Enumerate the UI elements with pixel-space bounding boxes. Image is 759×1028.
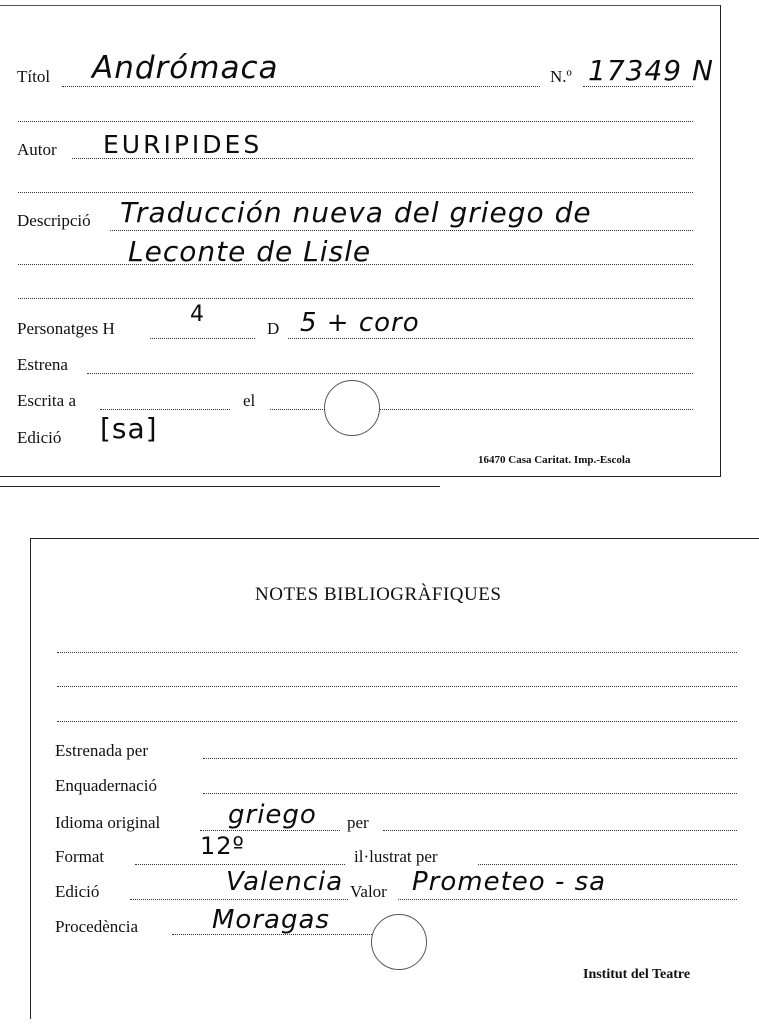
procedencia-value: Moragas	[212, 905, 330, 935]
notes-line-2	[57, 686, 737, 687]
personatges-d-value: 5 + coro	[300, 308, 420, 338]
notes-line-1	[57, 652, 737, 653]
edicio-label: Edició	[17, 428, 62, 447]
personatges-h-value: 4	[190, 302, 205, 327]
estrenada-line	[203, 758, 737, 759]
illustrat-label: il·lustrat per	[354, 847, 438, 866]
enquadernacio-label: Enquadernació	[55, 776, 157, 795]
descripcio-line	[110, 230, 693, 231]
idioma-per-line	[383, 830, 737, 831]
blank-line	[18, 121, 693, 122]
format-label: Format	[55, 847, 105, 866]
numero-value: 17349 N	[588, 54, 714, 87]
card1-bottom-edge	[0, 486, 440, 487]
idioma-per-label: per	[347, 813, 369, 832]
personatges-d-line	[288, 338, 693, 339]
edicio2-label: Edició	[55, 882, 100, 901]
autor-label: Autor	[17, 140, 57, 159]
el-label: el	[243, 391, 256, 410]
enquadernacio-line	[203, 793, 737, 794]
valor-value: Prometeo - sa	[412, 867, 607, 897]
numero-label: N.º	[550, 67, 572, 86]
estrenada-label: Estrenada per	[55, 741, 148, 760]
estrena-label: Estrena	[17, 355, 68, 374]
notes-heading: NOTES BIBLIOGRÀFIQUES	[255, 584, 502, 605]
punch-hole	[324, 380, 380, 436]
procedencia-label: Procedència	[55, 917, 139, 936]
punch-hole	[371, 914, 427, 970]
format-line	[135, 864, 345, 865]
valor-label: Valor	[350, 882, 387, 901]
personatges-label: Personatges H	[17, 319, 115, 338]
idioma-value: griego	[228, 800, 317, 830]
estrena-line	[87, 373, 693, 374]
idioma-line	[200, 830, 340, 831]
notes-line-3	[57, 721, 737, 722]
descripcio-value-line2: Leconte de Lisle	[128, 235, 372, 268]
personatges-h-line	[150, 338, 255, 339]
escrita-label: Escrita a	[17, 391, 76, 410]
titol-value: Andrómaca	[92, 50, 279, 86]
autor-value: EURIPIDES	[103, 130, 263, 159]
edicio-value: [sa]	[100, 412, 158, 445]
idioma-label: Idioma original	[55, 813, 161, 832]
valor-line	[398, 899, 737, 900]
edicio2-value: Valencia	[226, 867, 344, 897]
format-value: 12º	[200, 832, 245, 860]
escrita-line	[100, 409, 230, 410]
edicio2-line	[130, 899, 348, 900]
titol-label: Títol	[17, 67, 51, 86]
blank-line	[18, 298, 693, 299]
titol-line	[62, 86, 540, 87]
descripcio-label: Descripció	[17, 211, 91, 230]
blank-line	[18, 192, 693, 193]
institution-imprint: Institut del Teatre	[583, 967, 691, 982]
personatges-d-label: D	[267, 319, 280, 338]
descripcio-value-line1: Traducción nueva del griego de	[120, 196, 592, 229]
printer-imprint: 16470 Casa Caritat. Imp.-Escola	[478, 454, 631, 466]
illustrat-line	[478, 864, 737, 865]
